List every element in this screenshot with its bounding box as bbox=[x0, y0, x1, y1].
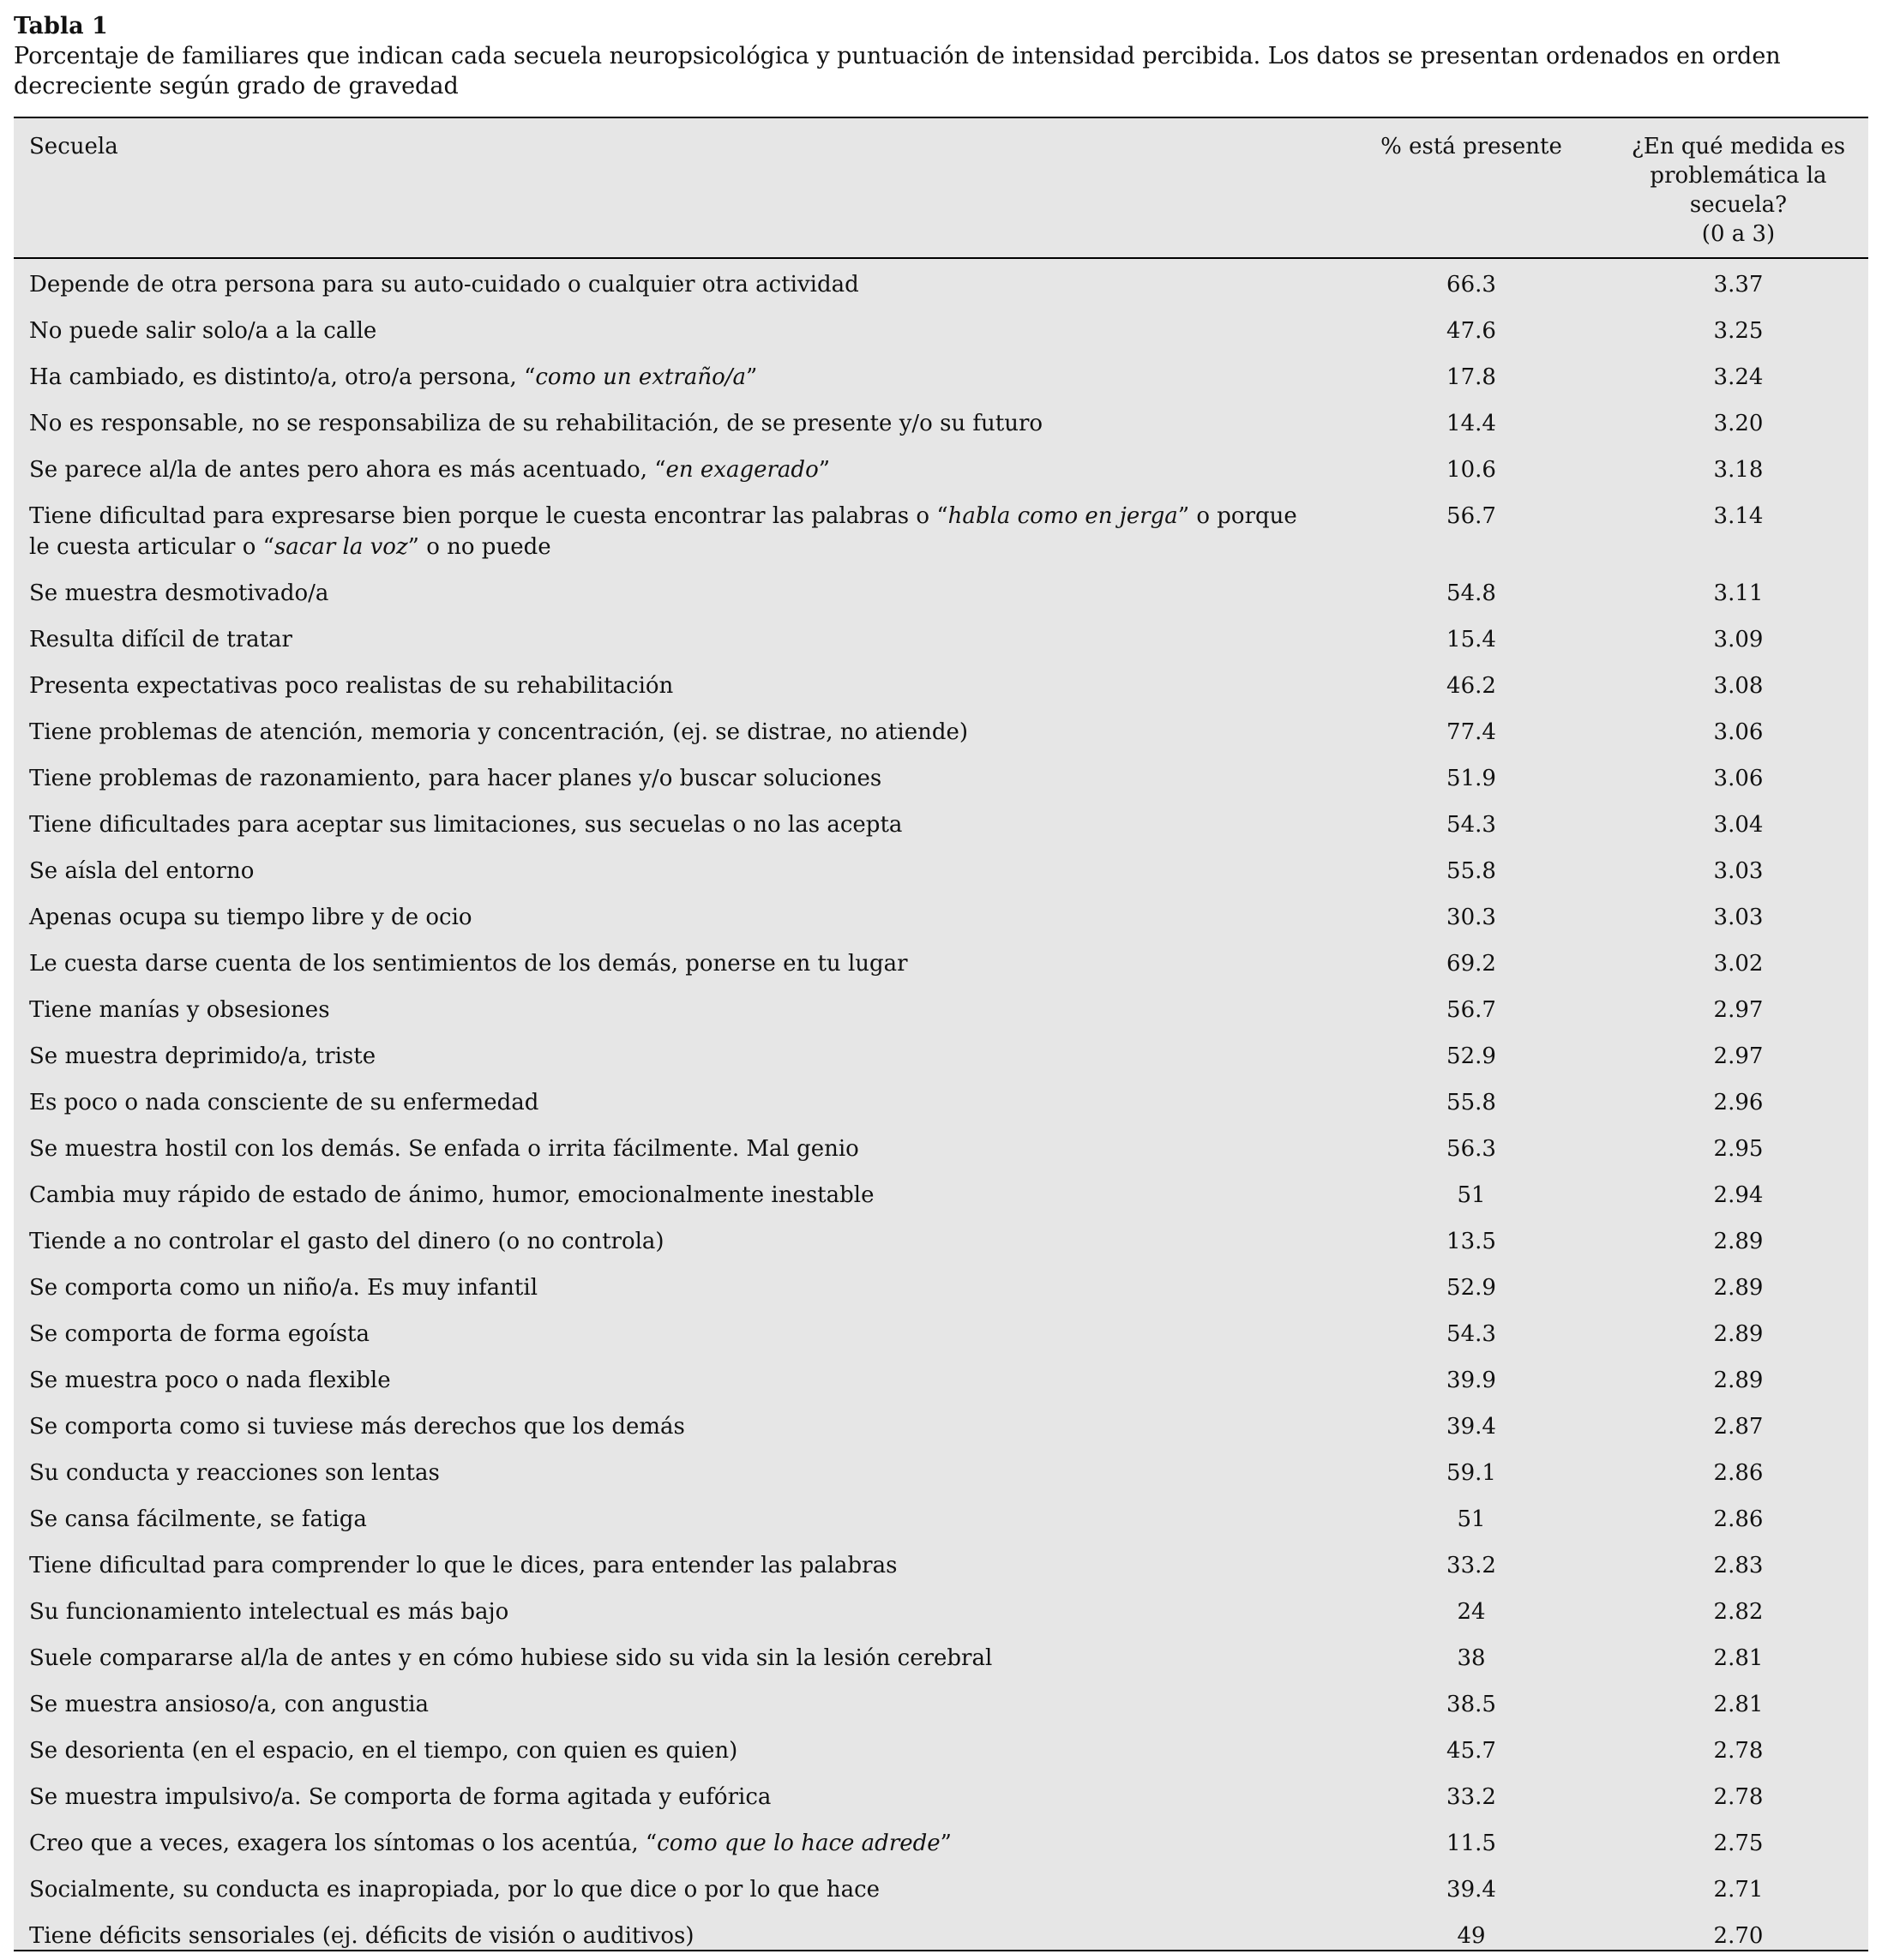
cell-problem-score: 3.06 bbox=[1713, 719, 1764, 745]
header-problem-score: ¿En qué medida es problemática la secuela? (0 a 3) bbox=[1608, 118, 1868, 258]
secuela-text: Socialmente, su conducta es inapropiada, por lo que dice o por lo que hace bbox=[29, 1877, 881, 1903]
table-row bbox=[14, 355, 1868, 401]
table-row bbox=[14, 617, 1868, 664]
cell-secuela bbox=[14, 355, 1334, 401]
cell-percent-present: 52.9 bbox=[1446, 1043, 1496, 1069]
secuela-text: Apenas ocupa su tiempo libre y de ocio bbox=[29, 905, 472, 930]
cell-secuela bbox=[14, 895, 1334, 941]
table-row bbox=[14, 1266, 1868, 1312]
secuela-text: Se comporta de forma egoísta bbox=[29, 1321, 370, 1347]
cell-problem-score: 2.89 bbox=[1713, 1275, 1764, 1301]
cell-percent-present: 39.4 bbox=[1446, 1414, 1496, 1440]
secuela-text: Se muestra desmotivado/a bbox=[29, 580, 329, 606]
table-row bbox=[14, 309, 1868, 355]
table-row bbox=[14, 941, 1868, 988]
cell-percent-present: 54.3 bbox=[1446, 812, 1496, 838]
secuela-text: No puede salir solo/a a la calle bbox=[29, 318, 377, 344]
cell-problem-score: 2.86 bbox=[1713, 1506, 1764, 1532]
cell-problem-score: 3.18 bbox=[1713, 457, 1764, 483]
secuela-text: habla como en jerga bbox=[947, 503, 1178, 529]
cell-secuela bbox=[14, 664, 1334, 710]
cell-problem-score: 2.89 bbox=[1713, 1229, 1764, 1254]
table-row bbox=[14, 1682, 1868, 1729]
cell-secuela bbox=[14, 756, 1334, 803]
cell-problem-score: 3.03 bbox=[1713, 905, 1764, 930]
cell-problem-score: 3.20 bbox=[1713, 411, 1764, 436]
secuela-text: ” bbox=[818, 457, 831, 483]
table-row bbox=[14, 258, 1868, 309]
cell-problem-score: 2.89 bbox=[1713, 1321, 1764, 1347]
secuela-text: Se parece al/la de antes pero ahora es más acentuado, “ bbox=[29, 457, 666, 483]
table-row bbox=[14, 756, 1868, 803]
cell-secuela bbox=[14, 1404, 1334, 1451]
secuela-text: Tiene manías y obsesiones bbox=[29, 997, 330, 1023]
cell-secuela bbox=[14, 1451, 1334, 1497]
table-row bbox=[14, 1821, 1868, 1867]
secuela-text: Se desorienta (en el espacio, en el tiempo, con quien es quien) bbox=[29, 1738, 738, 1764]
secuela-text: sacar la voz bbox=[274, 534, 408, 560]
secuela-text: ” o no puede bbox=[407, 534, 551, 560]
cell-percent-present: 17.8 bbox=[1446, 364, 1496, 390]
table-body bbox=[14, 258, 1868, 1960]
cell-percent-present: 56.3 bbox=[1446, 1136, 1496, 1162]
table-row bbox=[14, 1127, 1868, 1173]
cell-percent-present: 51 bbox=[1457, 1182, 1486, 1208]
cell-percent-present: 56.7 bbox=[1446, 997, 1496, 1023]
secuela-text: Se muestra impulsivo/a. Se comporta de forma agitada y eufórica bbox=[29, 1784, 772, 1810]
cell-secuela bbox=[14, 448, 1334, 494]
cell-problem-score: 2.82 bbox=[1713, 1599, 1764, 1625]
header-percent-present: % está presente bbox=[1334, 118, 1608, 258]
table-row bbox=[14, 1914, 1868, 1960]
table-header-row bbox=[14, 118, 1868, 258]
secuela-text: Es poco o nada consciente de su enfermedad bbox=[29, 1090, 539, 1115]
secuela-text: Se muestra deprimido/a, triste bbox=[29, 1043, 376, 1069]
secuela-text: Se cansa fácilmente, se fatiga bbox=[29, 1506, 367, 1532]
secuela-text: Resulta difícil de tratar bbox=[29, 627, 292, 652]
secuela-text: Se muestra hostil con los demás. Se enfada o irrita fácilmente. Mal genio bbox=[29, 1136, 859, 1162]
cell-problem-score: 2.87 bbox=[1713, 1414, 1764, 1440]
cell-problem-score: 2.70 bbox=[1713, 1923, 1764, 1949]
cell-problem-score: 2.97 bbox=[1713, 1043, 1764, 1069]
secuela-text: Su conducta y reacciones son lentas bbox=[29, 1460, 440, 1486]
table-row bbox=[14, 1729, 1868, 1775]
table-row bbox=[14, 1867, 1868, 1914]
table-row bbox=[14, 1451, 1868, 1497]
table-description: Porcentaje de familiares que indican cada secuela neuropsicológica y puntuación de intensidad percibida. Los datos se presentan ordenados en orden decreciente según grado de gravedad bbox=[14, 43, 1781, 99]
secuela-text: No es responsable, no se responsabiliza de su rehabilitación, de se presente y/o su futuro bbox=[29, 411, 1043, 436]
cell-percent-present: 51 bbox=[1457, 1506, 1486, 1532]
cell-secuela bbox=[14, 258, 1334, 309]
table-row bbox=[14, 571, 1868, 617]
secuela-text: Se comporta como si tuviese más derechos que los demás bbox=[29, 1414, 685, 1440]
cell-problem-score: 2.95 bbox=[1713, 1136, 1764, 1162]
secuela-text: Tiene problemas de atención, memoria y concentración, (ej. se distrae, no atiende) bbox=[29, 719, 969, 745]
table-row bbox=[14, 803, 1868, 849]
cell-problem-score: 2.81 bbox=[1713, 1692, 1764, 1717]
cell-secuela bbox=[14, 1034, 1334, 1080]
secuela-text: Tiende a no controlar el gasto del dinero (o no controla) bbox=[29, 1229, 664, 1254]
cell-secuela bbox=[14, 1497, 1334, 1543]
cell-problem-score: 3.25 bbox=[1713, 318, 1764, 344]
table-row bbox=[14, 1312, 1868, 1358]
cell-problem-score: 2.78 bbox=[1713, 1784, 1764, 1810]
secuela-text: Su funcionamiento intelectual es más bajo bbox=[29, 1599, 509, 1625]
cell-problem-score: 3.11 bbox=[1713, 580, 1764, 606]
cell-problem-score: 3.09 bbox=[1713, 627, 1764, 652]
secuela-text: en exagerado bbox=[665, 457, 819, 483]
table-row bbox=[14, 1219, 1868, 1266]
table-row bbox=[14, 1173, 1868, 1219]
cell-secuela bbox=[14, 1867, 1334, 1914]
table-title: Tabla 1 bbox=[14, 13, 108, 39]
cell-percent-present: 11.5 bbox=[1446, 1831, 1496, 1856]
secuela-text: Tiene déficits sensoriales (ej. déficits de visión o auditivos) bbox=[29, 1923, 694, 1949]
cell-secuela bbox=[14, 1543, 1334, 1590]
cell-percent-present: 24 bbox=[1457, 1599, 1486, 1625]
cell-percent-present: 14.4 bbox=[1446, 411, 1496, 436]
secuela-text: como que lo hace adrede bbox=[657, 1831, 941, 1856]
secuela-text: Creo que a veces, exagera los síntomas o los acentúa, “ bbox=[29, 1831, 658, 1856]
table-row bbox=[14, 1358, 1868, 1404]
table-row bbox=[14, 494, 1868, 571]
cell-problem-score: 2.78 bbox=[1713, 1738, 1764, 1764]
cell-secuela bbox=[14, 1080, 1334, 1127]
cell-secuela bbox=[14, 1590, 1334, 1636]
cell-secuela bbox=[14, 1266, 1334, 1312]
cell-secuela bbox=[14, 1821, 1334, 1867]
cell-percent-present: 33.2 bbox=[1446, 1784, 1496, 1810]
secuela-text: Cambia muy rápido de estado de ánimo, humor, emocionalmente inestable bbox=[29, 1182, 875, 1208]
cell-percent-present: 38 bbox=[1457, 1645, 1486, 1671]
cell-percent-present: 66.3 bbox=[1446, 272, 1496, 298]
secuela-text: Le cuesta darse cuenta de los sentimientos de los demás, ponerse en tu lugar bbox=[29, 951, 908, 977]
cell-percent-present: 77.4 bbox=[1446, 719, 1496, 745]
cell-secuela bbox=[14, 1775, 1334, 1821]
cell-percent-present: 54.8 bbox=[1446, 580, 1496, 606]
table-row bbox=[14, 1404, 1868, 1451]
cell-problem-score: 2.75 bbox=[1713, 1831, 1764, 1856]
secuela-text: ” bbox=[940, 1831, 952, 1856]
cell-secuela bbox=[14, 1219, 1334, 1266]
cell-percent-present: 54.3 bbox=[1446, 1321, 1496, 1347]
cell-secuela bbox=[14, 803, 1334, 849]
secuela-text: Tiene dificultades para aceptar sus limitaciones, sus secuelas o no las acepta bbox=[29, 812, 903, 838]
results-table bbox=[14, 117, 1868, 1951]
table-row bbox=[14, 664, 1868, 710]
cell-percent-present: 55.8 bbox=[1446, 1090, 1496, 1115]
cell-secuela bbox=[14, 1682, 1334, 1729]
cell-problem-score: 3.06 bbox=[1713, 766, 1764, 791]
cell-problem-score: 2.96 bbox=[1713, 1090, 1764, 1115]
cell-percent-present: 46.2 bbox=[1446, 673, 1496, 699]
secuela-text: Se muestra poco o nada flexible bbox=[29, 1368, 391, 1393]
cell-secuela bbox=[14, 710, 1334, 756]
table-row bbox=[14, 1080, 1868, 1127]
cell-percent-present: 38.5 bbox=[1446, 1692, 1496, 1717]
table-row bbox=[14, 1034, 1868, 1080]
cell-problem-score: 3.04 bbox=[1713, 812, 1764, 838]
cell-percent-present: 30.3 bbox=[1446, 905, 1496, 930]
cell-percent-present: 10.6 bbox=[1446, 457, 1496, 483]
header-secuela: Secuela bbox=[14, 118, 1334, 258]
cell-percent-present: 39.9 bbox=[1446, 1368, 1496, 1393]
cell-secuela bbox=[14, 1312, 1334, 1358]
cell-secuela bbox=[14, 1914, 1334, 1960]
cell-problem-score: 2.97 bbox=[1713, 997, 1764, 1023]
secuela-text: Se comporta como un niño/a. Es muy infantil bbox=[29, 1275, 538, 1301]
cell-percent-present: 45.7 bbox=[1446, 1738, 1496, 1764]
cell-percent-present: 51.9 bbox=[1446, 766, 1496, 791]
secuela-text: Se aísla del entorno bbox=[29, 858, 255, 884]
cell-problem-score: 3.02 bbox=[1713, 951, 1764, 977]
cell-percent-present: 13.5 bbox=[1446, 1229, 1496, 1254]
cell-problem-score: 2.94 bbox=[1713, 1182, 1764, 1208]
cell-secuela bbox=[14, 571, 1334, 617]
secuela-text: ” o porque le cuesta articular o “ bbox=[29, 503, 1297, 560]
cell-problem-score: 3.03 bbox=[1713, 858, 1764, 884]
cell-secuela bbox=[14, 1127, 1334, 1173]
cell-secuela bbox=[14, 1358, 1334, 1404]
cell-percent-present: 39.4 bbox=[1446, 1877, 1496, 1903]
secuela-text: Presenta expectativas poco realistas de su rehabilitación bbox=[29, 673, 674, 699]
secuela-text: Depende de otra persona para su auto-cuidado o cualquier otra actividad bbox=[29, 272, 859, 298]
secuela-text: Tiene dificultad para expresarse bien porque le cuesta encontrar las palabras o “ bbox=[29, 503, 948, 529]
cell-problem-score: 3.24 bbox=[1713, 364, 1764, 390]
cell-problem-score: 2.83 bbox=[1713, 1553, 1764, 1578]
cell-percent-present: 15.4 bbox=[1446, 627, 1496, 652]
cell-percent-present: 59.1 bbox=[1446, 1460, 1496, 1486]
table-row bbox=[14, 1497, 1868, 1543]
table-row bbox=[14, 895, 1868, 941]
cell-problem-score: 3.37 bbox=[1713, 272, 1764, 298]
table-row bbox=[14, 1636, 1868, 1682]
cell-secuela bbox=[14, 849, 1334, 895]
cell-percent-present: 47.6 bbox=[1446, 318, 1496, 344]
cell-percent-present: 56.7 bbox=[1446, 503, 1496, 529]
secuela-text: Se muestra ansioso/a, con angustia bbox=[29, 1692, 430, 1717]
cell-secuela bbox=[14, 1636, 1334, 1682]
secuela-text: ” bbox=[746, 364, 758, 390]
cell-problem-score: 3.08 bbox=[1713, 673, 1764, 699]
table-row bbox=[14, 1775, 1868, 1821]
cell-problem-score: 3.14 bbox=[1713, 503, 1764, 529]
cell-percent-present: 55.8 bbox=[1446, 858, 1496, 884]
cell-problem-score: 2.81 bbox=[1713, 1645, 1764, 1671]
table-row bbox=[14, 849, 1868, 895]
cell-problem-score: 2.86 bbox=[1713, 1460, 1764, 1486]
table-row bbox=[14, 710, 1868, 756]
secuela-text: Ha cambiado, es distinto/a, otro/a persona, “ bbox=[29, 364, 536, 390]
secuela-text: Tiene problemas de razonamiento, para hacer planes y/o buscar soluciones bbox=[29, 766, 882, 791]
table-caption bbox=[14, 12, 1870, 101]
secuela-text: Tiene dificultad para comprender lo que le dices, para entender las palabras bbox=[29, 1553, 898, 1578]
cell-secuela bbox=[14, 988, 1334, 1034]
cell-secuela bbox=[14, 1173, 1334, 1219]
cell-secuela bbox=[14, 401, 1334, 448]
table-row bbox=[14, 1543, 1868, 1590]
cell-percent-present: 69.2 bbox=[1446, 951, 1496, 977]
cell-secuela bbox=[14, 941, 1334, 988]
cell-secuela bbox=[14, 494, 1334, 571]
cell-secuela bbox=[14, 617, 1334, 664]
table-row bbox=[14, 1590, 1868, 1636]
cell-percent-present: 52.9 bbox=[1446, 1275, 1496, 1301]
cell-percent-present: 33.2 bbox=[1446, 1553, 1496, 1578]
cell-secuela bbox=[14, 309, 1334, 355]
table-row bbox=[14, 448, 1868, 494]
cell-secuela bbox=[14, 1729, 1334, 1775]
cell-percent-present: 49 bbox=[1457, 1923, 1486, 1949]
cell-problem-score: 2.89 bbox=[1713, 1368, 1764, 1393]
secuela-text: Suele compararse al/la de antes y en cómo hubiese sido su vida sin la lesión cerebral bbox=[29, 1645, 993, 1671]
secuela-text: como un extraño/a bbox=[535, 364, 747, 390]
cell-problem-score: 2.71 bbox=[1713, 1877, 1764, 1903]
table-row bbox=[14, 988, 1868, 1034]
table-row bbox=[14, 401, 1868, 448]
